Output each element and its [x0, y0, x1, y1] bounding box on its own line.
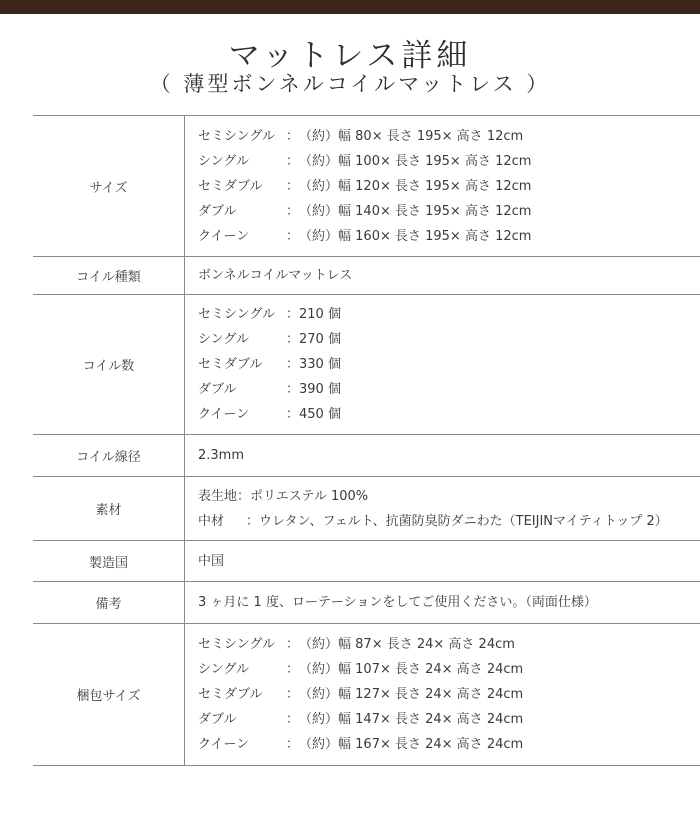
coil-count-line	[198, 377, 700, 402]
size-name: シングル	[198, 662, 250, 677]
material-line	[198, 509, 700, 534]
package-value: （約）幅 147× 長さ 24× 高さ 24cm	[299, 712, 524, 727]
size-line	[198, 149, 700, 174]
row-size	[33, 116, 700, 257]
row-value-coil-count	[185, 295, 700, 434]
package-value: （約）幅 127× 長さ 24× 高さ 24cm	[299, 687, 524, 702]
size-name: ダブル	[198, 712, 237, 727]
row-material	[33, 477, 700, 541]
package-line	[198, 732, 700, 757]
coil-count-line	[198, 302, 700, 327]
coil-count-value: 330 個	[299, 357, 341, 372]
separator: ：	[286, 357, 300, 372]
size-value: （約）幅 160× 長さ 195× 高さ 12cm	[299, 228, 532, 244]
row-label-package-size: 梱包サイズ	[33, 624, 185, 765]
separator: ：	[286, 203, 300, 219]
coil-count-value: 450 個	[299, 407, 341, 422]
row-value-coil-wire	[185, 435, 700, 476]
row-value-package-size	[185, 624, 700, 765]
package-line	[198, 707, 700, 732]
size-line	[198, 199, 700, 224]
row-value-origin	[185, 541, 700, 581]
material-name: 表生地	[198, 488, 238, 504]
separator: ：	[286, 153, 300, 169]
coil-count-line	[198, 402, 700, 427]
size-name: セミダブル	[198, 357, 263, 372]
size-name: シングル	[198, 332, 250, 347]
size-name: セミシングル	[198, 128, 276, 144]
size-line	[198, 224, 700, 249]
separator: ：	[286, 332, 300, 347]
row-package-size	[33, 624, 700, 766]
separator: ：	[286, 662, 300, 677]
row-label-coil-type: コイル種類	[33, 257, 185, 294]
separator: ：	[246, 513, 260, 529]
package-value: （約）幅 87× 長さ 24× 高さ 24cm	[299, 637, 515, 652]
page-subtitle: （ 薄型ボンネルコイルマットレス ）	[149, 72, 551, 96]
size-name: シングル	[198, 153, 250, 169]
row-label-origin: 製造国	[33, 541, 185, 581]
row-label-material: 素材	[33, 477, 185, 540]
size-value: （約）幅 140× 長さ 195× 高さ 12cm	[299, 203, 532, 219]
separator: ：	[286, 307, 300, 322]
coil-count-line	[198, 352, 700, 377]
row-value-notes	[185, 582, 700, 623]
spec-table	[33, 115, 700, 766]
coil-type-value: ボンネルコイルマットレス	[198, 268, 353, 283]
row-coil-type	[33, 257, 700, 295]
row-notes	[33, 582, 700, 624]
separator: ：	[286, 228, 300, 244]
size-name: セミシングル	[198, 307, 276, 322]
package-value: （約）幅 167× 長さ 24× 高さ 24cm	[299, 737, 524, 752]
separator: ：	[286, 712, 300, 727]
row-coil-count	[33, 295, 700, 435]
separator: ：	[286, 687, 300, 702]
separator: ：	[286, 382, 300, 397]
size-value: （約）幅 80× 長さ 195× 高さ 12cm	[299, 128, 524, 144]
package-value: （約）幅 107× 長さ 24× 高さ 24cm	[299, 662, 524, 677]
size-name: クイーン	[198, 407, 250, 422]
size-name: ダブル	[198, 382, 237, 397]
material-value: ウレタン、フェルト、抗菌防臭防ダニわた（TEIJINマイティトップ 2）	[259, 513, 668, 529]
material-name: 中材	[198, 513, 225, 529]
top-banner-bar	[0, 0, 700, 14]
separator: ：	[286, 407, 300, 422]
row-coil-wire	[33, 435, 700, 477]
origin-value: 中国	[198, 553, 225, 569]
separator: ：	[286, 737, 300, 752]
package-line	[198, 682, 700, 707]
row-origin	[33, 541, 700, 582]
size-value: （約）幅 100× 長さ 195× 高さ 12cm	[299, 153, 532, 169]
separator: ：	[286, 128, 300, 144]
row-label-size: サイズ	[33, 116, 185, 256]
package-line	[198, 632, 700, 657]
notes-value: 3 ヶ月に 1 度、ローテーションをしてご使用ください。（両面仕様）	[198, 595, 597, 610]
size-name: セミダブル	[198, 178, 263, 194]
coil-count-line	[198, 327, 700, 352]
row-label-coil-wire: コイル線径	[33, 435, 185, 476]
separator: ：	[286, 637, 300, 652]
page-title: マットレス詳細	[228, 38, 472, 74]
material-value: ポリエステル 100%	[250, 488, 369, 504]
size-name: セミシングル	[198, 637, 276, 652]
row-label-notes: 備考	[33, 582, 185, 623]
size-line	[198, 124, 700, 149]
size-value: （約）幅 120× 長さ 195× 高さ 12cm	[299, 178, 532, 194]
size-name: クイーン	[198, 228, 250, 244]
row-value-coil-type	[185, 257, 700, 294]
separator: ：	[237, 488, 251, 504]
row-value-material	[185, 477, 700, 540]
package-line	[198, 657, 700, 682]
coil-wire-value: 2.3mm	[198, 448, 245, 463]
size-name: クイーン	[198, 737, 250, 752]
size-name: ダブル	[198, 203, 237, 219]
coil-count-value: 210 個	[299, 307, 341, 322]
material-line	[198, 484, 700, 509]
size-line	[198, 174, 700, 199]
row-value-size	[185, 116, 700, 256]
coil-count-value: 270 個	[299, 332, 341, 347]
coil-count-value: 390 個	[299, 382, 341, 397]
size-name: セミダブル	[198, 687, 263, 702]
row-label-coil-count: コイル数	[33, 295, 185, 434]
separator: ：	[286, 178, 300, 194]
